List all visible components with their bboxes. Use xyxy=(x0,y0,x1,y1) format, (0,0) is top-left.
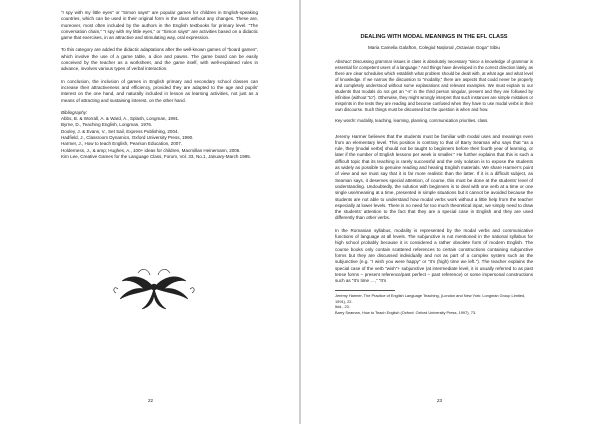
footnotes xyxy=(335,293,533,315)
keywords-label: Key words: xyxy=(335,118,357,124)
left-column xyxy=(61,10,258,160)
bibliography-entry: Hadfield, J., Classroom Dynamics, Oxford University Press, 1990. xyxy=(61,135,194,141)
article-author: Maria Camelia Galafton, Colegiul Național „Octavian Goga” Sibiu xyxy=(367,45,500,50)
paragraph: Jeremy Harmer believes that the students must be familiar with modal uses and meanings even from an elementary level. This position is contrary to that of Barry Seaman who says that “as a rule, they [modal verbs] should not be taught to beginners before their fourth year of learning, or later if the number of English lessons per week is smaller.” He further explains that this is such a difficult topic that its teaching is rarely successful and the only solution is to expose the students as widely as possible to genuine reading and hearing English materials. We share Harmer’s point of view and we must say that it is far more realistic than the latter. If it is a difficult subject, as Seaman says, it deserves special attention, of course, this must be done at the students’ level of understanding. Undoubtedly, the solution with beginners is to deal with one verb at a time or one single use/meaning at a time, presented in simple situations but it cannot be avoided because the students are not able to understand how modal verbs work without a little help from the teacher especially at lower levels. There is no need for too much theoretical input, we simply need to draw the students’ attention to the fact that they are a special case in English and they are used differently than other verbs. xyxy=(335,133,533,221)
footnote: Ibid., 23. xyxy=(335,304,350,310)
bibliography-title: Bibliography: xyxy=(61,109,88,115)
left-page xyxy=(0,0,299,424)
page-number: 23 xyxy=(437,398,443,403)
bibliography-entry: Byrne, D., Teaching English, Longman, 1976. xyxy=(61,122,153,128)
bibliography-entry: Dooley, J. & Evans, V., Set Sail, Express Publishing, 2004. xyxy=(61,128,179,134)
paragraph: “I spy with my little eyes” or “Simon says!” are popular games for children in English-speaking countries, which can be used in their original form in the class without any changes. These are, moreover, most often included by the authors in the English textbooks for primary level. “The conversation chain,” “I spy with my little eyes,” or “Simon says!” are activities based on a didactic game that exercises, in an attractive and stimulating way, oral expression. xyxy=(61,10,258,41)
paragraph: To this category are added the didactic adaptations after the well-known games of “board games”, which involve the use of a game table, a dice and pawns. The game board can be easily conceived by the teacher as a worksheet, and the game itself, with well-explained rules in advance, involves various types of verbal interaction. xyxy=(61,47,258,72)
floral-ornament-icon xyxy=(108,263,200,313)
paragraph: In the Romanian syllabus, modality is represented by the modal verbs and communicative functions of language at all levels. The subjunctive is not mentioned in the national syllabus for high school probably because it is considered a rather obsolete form of modern English. The course books only contain scattered references to certain constructions containing subjunctive forms but they are discussed individually and not as part of a complex system such as the subjunctive (e.g. “I wish you were happy” or “It’s (high) time we left.”). The teacher explains the special case of the verb “wish”+ subjunctive (at intermediate level, it is usually referred to as past tense forms – present reference/past perfect – past reference) or some impersonal constructions such as “It’s time …,” “It’s xyxy=(335,227,533,284)
paragraph: In conclusion, the inclusion of games in English primary and secondary school classes can increase their attractiveness and efficiency, provided they are adapted to the age and pupils’ interest on the one hand, and naturally included in lesson as learning activities, not just as a means of attracting and sustaining interest, on the other hand. xyxy=(61,78,258,103)
page-number: 22 xyxy=(148,398,154,403)
keywords xyxy=(335,118,533,124)
footnote: Barry Seaman, How to Teach English (Oxford: Oxford University Press, 1997), 73. xyxy=(335,309,477,315)
bibliography-entry: Harmer, J., How to teach English, Pearson Education, 2007. xyxy=(61,141,183,147)
right-column xyxy=(335,34,533,315)
bibliography-entry: Kim Lee, Creative Games for the Language Class, Forum, Vol. 33, No.1, January-March 1995. xyxy=(61,153,252,159)
article-title: DEALING WITH MODAL MEANINGS IN THE EFL CLASS xyxy=(360,34,508,40)
bibliography xyxy=(61,110,258,160)
footnote-divider xyxy=(335,290,395,291)
abstract-text: Discussing grammar issues in class is absolutely necessary “since a knowledge of grammar is essential for competent users of a language.” And things have developed in the correct direction lately, as there are clear schedules which establish what problem should be dealt with, at what age and what level of knowledge. If we narrow the discussion to “modality,” there are aspects that could never be properly and completely understood without some explanations and relevant examples. We must explain to our students that modals do not get an “-s” in the third person singular, present and they are followed by infinitive (without “to”). Otherwise, they might wrongly interpret that such instances are simple mistakes or misprints in the texts they are reading and become confused when they have to use modal verbs in their own discourse. Such things must be discussed but the question is when and how. xyxy=(335,59,533,113)
right-page xyxy=(301,0,600,424)
bibliography-entry: Abbs, B. & Worrall, A. & Ward, A., Splash, Longman, 1991. xyxy=(61,116,180,122)
bibliography-entry: Holderness, J., & amp; Hughes, A., 100+ ideas for children, Macmillan Heinemann, 2006. xyxy=(61,147,241,153)
abstract-label: Abstract: xyxy=(335,59,352,65)
abstract xyxy=(335,59,533,113)
footnote: Jeremy Harmer, The Practice of English Language Teaching, (London and New York: Longman Group Limited, 1991), 22. xyxy=(335,293,526,304)
keywords-text: modality, teaching, learning, planning, communication priorities, class. xyxy=(357,118,489,124)
